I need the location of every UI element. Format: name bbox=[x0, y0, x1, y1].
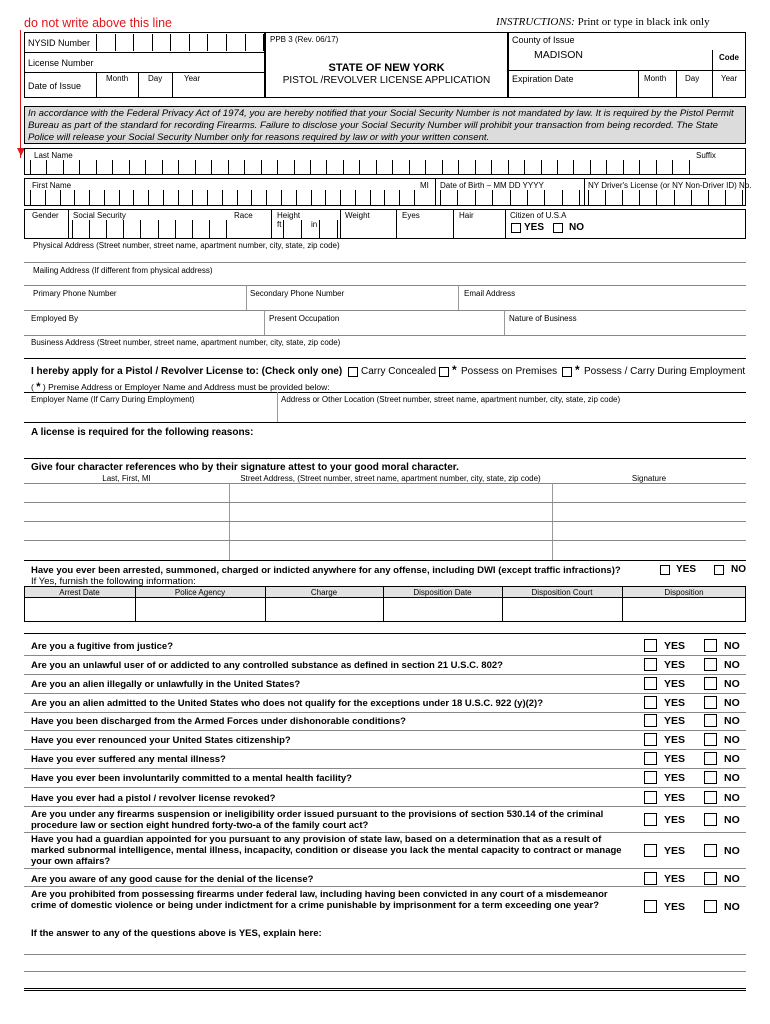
explain-label: If the answer to any of the questions above is YES, explain here: bbox=[31, 928, 322, 939]
hair-label: Hair bbox=[459, 211, 474, 220]
nature-of-business-field[interactable] bbox=[504, 321, 746, 335]
height-in-label: in bbox=[311, 220, 318, 229]
question-discharged: Have you been discharged from the Armed Forces under dishonorable conditions? bbox=[31, 716, 406, 727]
apply-line bbox=[31, 366, 342, 377]
employed-by-label: Employed By bbox=[31, 314, 79, 323]
arrest-no-label: NO bbox=[731, 564, 746, 575]
discharged-yes-checkbox[interactable] bbox=[644, 714, 657, 727]
explain-field[interactable] bbox=[24, 940, 746, 990]
license-number-field[interactable] bbox=[96, 53, 264, 71]
prohibited-yes-checkbox[interactable] bbox=[644, 900, 657, 913]
revoked-yes-label: YES bbox=[664, 792, 686, 804]
mi-label: MI bbox=[420, 181, 429, 190]
nysid-label: NYSID Number bbox=[28, 38, 91, 48]
committed-yes-label: YES bbox=[664, 772, 686, 784]
nature-of-business-label: Nature of Business bbox=[509, 314, 577, 323]
issue-day-label: Day bbox=[148, 74, 163, 83]
reasons-field[interactable] bbox=[24, 440, 746, 458]
revoked-no-label: NO bbox=[724, 792, 740, 804]
premise-address-label: Address or Other Location (Street number, street name, apartment number, city, state, zip code) bbox=[281, 395, 621, 404]
good-cause-yes-checkbox[interactable] bbox=[644, 872, 657, 885]
instructions bbox=[496, 16, 710, 28]
renounced-no-label: NO bbox=[724, 734, 740, 746]
question-committed: Have you ever been involuntarily committed to a mental health facility? bbox=[31, 773, 352, 784]
suffix-label: Suffix bbox=[696, 151, 716, 160]
carry-employment-label: Possess / Carry During Employment bbox=[584, 366, 746, 377]
substance-yes-checkbox[interactable] bbox=[644, 658, 657, 671]
question-alien-admitted: Are you an alien admitted to the United States who does not qualify for the exceptions under 18 U.S.C. 922 (y)(2)? bbox=[31, 698, 544, 709]
dob-field[interactable] bbox=[440, 190, 580, 205]
good-cause-no-label: NO bbox=[724, 873, 740, 885]
committed-no-checkbox[interactable] bbox=[704, 771, 717, 784]
physical-address-field[interactable] bbox=[24, 248, 746, 262]
dob-label: Date of Birth – MM DD YYYY bbox=[440, 181, 544, 190]
last-name-field[interactable] bbox=[30, 160, 690, 174]
physical-address-label: Physical Address (Street number, street name, apartment number, city, state, zip code) bbox=[33, 241, 340, 250]
primary-phone-field[interactable] bbox=[24, 296, 246, 310]
code-label: Code bbox=[719, 53, 739, 62]
reference-row[interactable] bbox=[24, 541, 746, 560]
drivers-license-label: NY Driver's License (or NY Non-Driver ID) No. bbox=[588, 181, 752, 190]
occupation-label: Present Occupation bbox=[269, 314, 340, 323]
alien-illegal-yes-label: YES bbox=[664, 678, 686, 690]
question-suspension: Are you under any firearms suspension or ineligibility order issued pursuant to the provisions of section 530.14 of the criminal procedure law or section eight hundred forty-two-a of the family court act? bbox=[31, 809, 604, 831]
height-field[interactable] bbox=[283, 220, 338, 238]
business-address-label: Business Address (Street number, street name, apartment number, city, state, zip code) bbox=[31, 338, 341, 347]
reference-row[interactable] bbox=[24, 503, 746, 521]
question-prohibited: Are you prohibited from possessing firearms under federal law, including having been convicted in any court of a misdemeanor crime of domestic violence or being under indictment for a crime punishable by imprisonment for a term exceeding one year? bbox=[31, 889, 608, 911]
weight-label: Weight bbox=[345, 211, 370, 220]
renounced-no-checkbox[interactable] bbox=[704, 733, 717, 746]
occupation-field[interactable] bbox=[264, 321, 504, 335]
expiration-label: Expiration Date bbox=[512, 74, 574, 84]
employed-by-field[interactable] bbox=[24, 321, 264, 335]
citizen-no-checkbox[interactable] bbox=[553, 223, 563, 233]
mental-illness-yes-checkbox[interactable] bbox=[644, 752, 657, 765]
ref-col-name: Last, First, MI bbox=[102, 474, 151, 483]
revoked-no-checkbox[interactable] bbox=[704, 791, 717, 804]
star-2: * bbox=[575, 363, 580, 377]
state-title: STATE OF NEW YORK bbox=[328, 62, 445, 74]
first-name-label: First Name bbox=[32, 181, 72, 190]
nysid-field[interactable] bbox=[96, 34, 264, 51]
do-not-write-warning: do not write above this line bbox=[24, 16, 173, 30]
county-label: County of Issue bbox=[512, 35, 575, 45]
question-substance: Are you an unlawful user of or addicted to any controlled substance as defined in section 21 U.S.C. 802? bbox=[31, 660, 503, 671]
arrest-row[interactable] bbox=[25, 598, 745, 621]
mental-illness-yes-label: YES bbox=[664, 753, 686, 765]
last-name-label: Last Name bbox=[34, 151, 73, 160]
citizen-yes-label: YES bbox=[524, 222, 545, 233]
good-cause-yes-label: YES bbox=[664, 873, 686, 885]
arrest-col-disposition: Disposition bbox=[664, 588, 704, 597]
references-heading: Give four character references who by their signature attest to your good moral character. bbox=[31, 462, 459, 473]
county-value[interactable]: MADISON bbox=[534, 49, 584, 61]
fugitive-yes-checkbox[interactable] bbox=[644, 639, 657, 652]
note-star: * bbox=[36, 381, 41, 393]
issue-year-label: Year bbox=[184, 74, 201, 83]
question-guardian: Have you had a guardian appointed for you pursuant to any provision of state law, based on a determination that as a result of marked subnormal intelligence, mental illness, incapacity, condition or disease you lack the mental capacity to contract or manage your own affairs? bbox=[31, 834, 622, 867]
secondary-phone-field[interactable] bbox=[246, 296, 458, 310]
business-address-field[interactable] bbox=[24, 345, 746, 358]
revoked-yes-checkbox[interactable] bbox=[644, 791, 657, 804]
carry-concealed-checkbox[interactable] bbox=[348, 367, 358, 377]
reference-row[interactable] bbox=[24, 522, 746, 540]
arrest-col-agency: Police Agency bbox=[174, 588, 226, 597]
arrest-col-charge: Charge bbox=[310, 588, 338, 597]
substance-yes-label: YES bbox=[664, 659, 686, 671]
mailing-address-field[interactable] bbox=[24, 273, 746, 285]
first-name-field[interactable] bbox=[30, 190, 415, 205]
instructions-label: INSTRUCTIONS: bbox=[496, 16, 575, 28]
ref-col-address: Street Address, (Street number, street name, apartment number, city, state, zip code) bbox=[240, 474, 541, 483]
guardian-yes-label: YES bbox=[664, 845, 686, 857]
discharged-yes-label: YES bbox=[664, 715, 686, 727]
license-number-label: License Number bbox=[28, 58, 94, 68]
instructions-text: Print or type in black ink only bbox=[577, 16, 710, 28]
citizen-no-label: NO bbox=[569, 222, 584, 233]
fugitive-no-checkbox[interactable] bbox=[704, 639, 717, 652]
question-revoked: Have you ever had a pistol / revolver license revoked? bbox=[31, 793, 276, 804]
star-1: * bbox=[452, 363, 457, 377]
question-alien-illegal: Are you an alien illegally or unlawfully in the United States? bbox=[31, 679, 301, 690]
prohibited-no-checkbox[interactable] bbox=[704, 900, 717, 913]
renounced-yes-checkbox[interactable] bbox=[644, 733, 657, 746]
alien-admitted-no-checkbox[interactable] bbox=[704, 696, 717, 709]
substance-no-label: NO bbox=[724, 659, 740, 671]
form-title: PISTOL /REVOLVER LICENSE APPLICATION bbox=[282, 75, 491, 86]
alien-illegal-yes-checkbox[interactable] bbox=[644, 677, 657, 690]
ssn-field[interactable] bbox=[72, 220, 227, 238]
height-label: Height bbox=[277, 211, 301, 220]
committed-no-label: NO bbox=[724, 772, 740, 784]
suspension-yes-checkbox[interactable] bbox=[644, 813, 657, 826]
carry-employment-checkbox[interactable] bbox=[562, 367, 572, 377]
exp-day-label: Day bbox=[685, 74, 700, 83]
question-good-cause: Are you aware of any good cause for the denial of the license? bbox=[31, 874, 314, 885]
arrest-yes-checkbox[interactable] bbox=[660, 565, 670, 575]
possess-premises-label: Possess on Premises bbox=[461, 366, 558, 377]
exp-month-label: Month bbox=[644, 74, 667, 83]
email-label: Email Address bbox=[464, 289, 516, 298]
date-of-issue-label: Date of Issue bbox=[28, 81, 82, 91]
arrest-question: Have you ever been arrested, summoned, charged or indicted anywhere for any offense, including DWI (except traffic infractions)? bbox=[31, 565, 621, 576]
alien-illegal-no-checkbox[interactable] bbox=[704, 677, 717, 690]
ref-col-signature: Signature bbox=[631, 474, 667, 483]
privacy-text: In accordance with the Federal Privacy Act of 1974, you are hereby notified that your Social Security Number is not mandated by law. It is required by the Pistol Permit Bureau as part of the standard for recording Firearms. Failure to disclose your Social Security Number will prohibit your transaction from being recorded. The State Police will release your Social Security Number only for reasons required by law or with your written consent. bbox=[28, 108, 734, 143]
form-code: PPB 3 (Rev. 06/17) bbox=[270, 35, 339, 44]
mental-illness-no-label: NO bbox=[724, 753, 740, 765]
employer-name-field[interactable] bbox=[24, 403, 277, 422]
gender-label: Gender bbox=[32, 211, 59, 220]
suspension-no-label: NO bbox=[724, 814, 740, 826]
alien-illegal-no-label: NO bbox=[724, 678, 740, 690]
email-field[interactable] bbox=[458, 296, 746, 310]
primary-phone-label: Primary Phone Number bbox=[33, 289, 117, 298]
arrest-yes-label: YES bbox=[676, 564, 697, 575]
premise-address-field[interactable] bbox=[278, 403, 746, 422]
guardian-no-label: NO bbox=[724, 845, 740, 857]
reference-row[interactable] bbox=[24, 484, 746, 502]
discharged-no-checkbox[interactable] bbox=[704, 714, 717, 727]
good-cause-no-checkbox[interactable] bbox=[704, 872, 717, 885]
alien-admitted-yes-checkbox[interactable] bbox=[644, 696, 657, 709]
employer-name-label: Employer Name (If Carry During Employment) bbox=[31, 395, 195, 404]
race-label: Race bbox=[234, 211, 253, 220]
arrest-col-disp-court: Disposition Court bbox=[531, 588, 593, 597]
question-mental-illness: Have you ever suffered any mental illness? bbox=[31, 754, 226, 765]
prohibited-no-label: NO bbox=[724, 901, 740, 913]
eyes-label: Eyes bbox=[402, 211, 420, 220]
guardian-no-checkbox[interactable] bbox=[704, 844, 717, 857]
apply-lead: I hereby apply for a Pistol / Revolver License to: (Check only one) bbox=[31, 366, 343, 377]
possess-premises-checkbox[interactable] bbox=[439, 367, 449, 377]
exp-year-label: Year bbox=[721, 74, 738, 83]
discharged-no-label: NO bbox=[724, 715, 740, 727]
fugitive-no-label: NO bbox=[724, 640, 740, 652]
issue-month-label: Month bbox=[106, 74, 129, 83]
arrest-furnish: If Yes, furnish the following information: bbox=[31, 576, 196, 587]
substance-no-checkbox[interactable] bbox=[704, 658, 717, 671]
note-text: ) Premise Address or Employer Name and Address must be provided below: bbox=[42, 382, 330, 392]
committed-yes-checkbox[interactable] bbox=[644, 771, 657, 784]
secondary-phone-label: Secondary Phone Number bbox=[250, 289, 345, 298]
ssn-label: Social Security bbox=[73, 211, 126, 220]
citizen-label: Citizen of U.S.A bbox=[510, 211, 567, 220]
note-open: ( bbox=[31, 382, 34, 392]
carry-concealed-label: Carry Concealed bbox=[361, 366, 437, 377]
height-ft-label: ft bbox=[277, 220, 282, 229]
renounced-yes-label: YES bbox=[664, 734, 686, 746]
mailing-address-label: Mailing Address (If different from physical address) bbox=[33, 266, 213, 275]
arrest-no-checkbox[interactable] bbox=[714, 565, 724, 575]
mental-illness-no-checkbox[interactable] bbox=[704, 752, 717, 765]
reasons-label: A license is required for the following reasons: bbox=[31, 427, 254, 438]
fugitive-yes-label: YES bbox=[664, 640, 686, 652]
arrest-col-date: Arrest Date bbox=[59, 588, 100, 597]
suspension-no-checkbox[interactable] bbox=[704, 813, 717, 826]
question-renounced: Have you ever renounced your United States citizenship? bbox=[31, 735, 291, 746]
drivers-license-field[interactable] bbox=[588, 190, 743, 205]
guardian-yes-checkbox[interactable] bbox=[644, 844, 657, 857]
alien-admitted-no-label: NO bbox=[724, 697, 740, 709]
suspension-yes-label: YES bbox=[664, 814, 686, 826]
question-fugitive: Are you a fugitive from justice? bbox=[31, 641, 173, 652]
alien-admitted-yes-label: YES bbox=[664, 697, 686, 709]
arrest-col-disp-date: Disposition Date bbox=[413, 588, 472, 597]
citizen-yes-checkbox[interactable] bbox=[511, 223, 521, 233]
prohibited-yes-label: YES bbox=[664, 901, 686, 913]
